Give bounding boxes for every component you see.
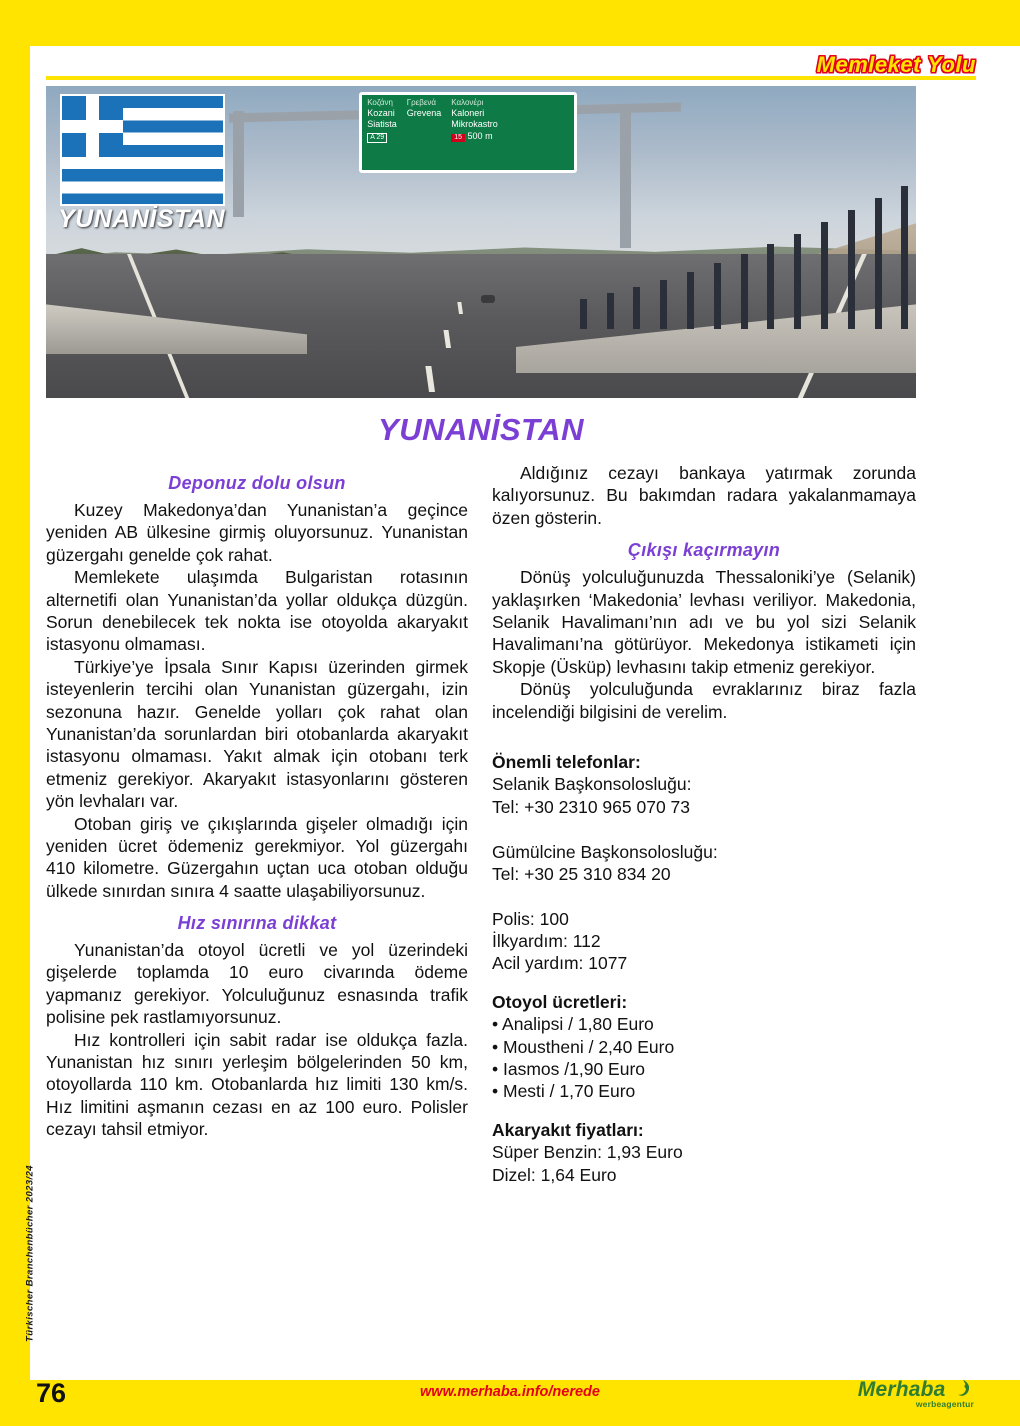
page-number: 76	[36, 1378, 67, 1408]
paragraph: Kuzey Makedonya’dan Yunanistan’a geçince yeniden AB ülkesine girmiş oluyorsunuz. Yunanistan güzergahı genelde çok rahat.	[46, 500, 468, 565]
photo-motorway-sign	[359, 92, 577, 173]
toll-line: • Analipsi / 1,80 Euro	[492, 1014, 654, 1035]
photo-noise-fence	[533, 180, 916, 330]
sign-latin-kaloneri: Kaloneri	[451, 108, 485, 119]
article-column-right	[492, 462, 916, 1186]
paragraph: Aldığınız cezayı bankaya yatırmak zorunda kalıyorsunuz. Bu bakımdan radara yakalanmamaya özen gösterin.	[492, 463, 916, 528]
article-column-left	[46, 462, 468, 1141]
phone-line: Selanik Başkonsolosluğu:	[492, 774, 692, 795]
paragraph: Dönüş yolculuğunda evraklarınız biraz fazla incelendiği bilgisini de verelim.	[492, 679, 916, 722]
sign-road-badge: A 29	[367, 133, 387, 144]
sign-greek-kaloneri: Καλονέρι	[451, 98, 484, 108]
flag-cross-horizontal	[62, 120, 123, 133]
toll-line: • Iasmos /1,90 Euro	[492, 1059, 646, 1080]
sign-greek-kozani: Κοζάνη	[367, 98, 393, 108]
sign-latin-grevena: Grevena	[406, 108, 442, 119]
sign-latin-siatista: Siatista	[367, 119, 397, 130]
paragraph: Hız kontrolleri için sabit radar ise oldukça fazla. Yunanistan hız sınırı yerleşim bölgelerinden 50 km, otoyollarda 110 km. Otobanlarda hız limiti 130 km/s. Hız limitini aşmanın cezası en az 100 euro. Polisler cezayı tahsil etmiyor.	[46, 1029, 468, 1140]
phone-line	[492, 885, 916, 907]
spacer	[492, 723, 916, 735]
phone-line	[492, 818, 916, 840]
phone-line: Acil yardım: 1077	[492, 953, 628, 974]
subheading: Deponuz dolu olsun	[168, 473, 346, 493]
phone-line: İlkyardım: 112	[492, 931, 601, 952]
paragraph: Türkiye’ye İpsala Sınır Kapısı üzerinden girmek isteyenlerin tercihi olan Yunanistan güzergahı, izin sezonuna hazır. Genelde yolları çok rahat olan Yunanistan’da sorunlardan biri otobanlarda akaryakıt istasyonu olmaması. Yakıt almak için otobanı terk etmeniz gerekiyor. Akaryakıt istasyonlarını gösteren yön levhaları var.	[46, 656, 468, 812]
toll-line: • Mesti / 1,70 Euro	[492, 1081, 636, 1102]
fuel-line: Dizel: 1,64 Euro	[492, 1164, 617, 1185]
logo-subtitle: werbeagentur	[915, 1399, 974, 1409]
subheading: Çıkışı kaçırmayın	[627, 540, 781, 561]
photo-gantry-leg	[620, 111, 631, 248]
sign-greek-grevena: Γρεβενά	[406, 98, 437, 108]
subheading: Hız sınırına dikkat	[177, 913, 337, 934]
publisher-logo	[858, 1378, 974, 1409]
fuel-line: Süper Benzin: 1,93 Euro	[492, 1142, 683, 1163]
sign-latin-kozani: Kozani	[367, 108, 395, 119]
phone-line: Gümülcine Başkonsolosluğu:	[492, 841, 718, 862]
photo-gantry-leg	[233, 111, 244, 217]
footer-website-url[interactable]: www.merhaba.info/nerede	[420, 1384, 600, 1400]
side-label-edition: Türkischer Branchenbücher 2023/24	[24, 1165, 36, 1342]
top-yellow-band	[0, 0, 1020, 46]
article-title: YUNANİSTAN	[378, 412, 584, 447]
phone-line: Tel: +30 25 310 834 20	[492, 863, 671, 884]
phone-line: Polis: 100	[492, 908, 569, 929]
sign-latin-mikrokastro: Mikrokastro	[451, 119, 498, 130]
phones-heading: Önemli telefonlar:	[492, 751, 641, 772]
paragraph: Yunanistan’da otoyol ücretli ve yol üzerindeki gişelerde toplamda 10 euro civarında ödeme yapmanız gerekiyor. Yolculuğunuz esnasında trafik polisine pek rastlamıyorsunuz.	[46, 940, 468, 1028]
page-header-title: Memleket Yolu	[816, 52, 976, 77]
logo-wordmark: Merhaba	[857, 1378, 946, 1401]
photo-car	[481, 295, 495, 303]
sign-exit-badge: 15	[451, 134, 465, 143]
fuel-heading: Akaryakıt fiyatları:	[492, 1119, 644, 1140]
swirl-icon	[952, 1378, 974, 1400]
greek-flag	[60, 94, 225, 206]
phone-line: Tel: +30 2310 965 070 73	[492, 796, 691, 817]
sign-distance: 500 m	[467, 130, 493, 141]
toll-line: • Moustheni / 2,40 Euro	[492, 1036, 675, 1057]
paragraph: Otoban giriş ve çıkışlarında gişeler olmadığı için yeniden ücret ödemeniz gerekmiyor. Yol güzergahı 410 kilometre. Güzergahın uçtan uca otoban olduğu ülkede sınırdan sınıra 4 saatte ulaşabiliyorsunuz.	[46, 813, 468, 901]
toll-heading: Otoyol ücretleri:	[492, 991, 628, 1012]
paragraph: Memlekete ulaşımda Bulgaristan rotasının alternetifi olan Yunanistan’da yollar oldukça düzgün. Sorun denebilecek tek nokta ise otoyolda akaryakıt istasyonu olmaması.	[46, 567, 468, 655]
paragraph: Dönüş yolculuğunuzda Thessaloniki’ye (Selanik) yaklaşırken ‘Makedonia’ levhası veriliyor. Makedonia, Selanik Havalimanı’nın adı ve bu yol sizi Selanik Havalimanı’na götürüyor. Mekedonya istikameti için Skopje (Üsküp) levhasını takip etmeniz gerekiyor.	[492, 567, 916, 677]
flag-caption: YUNANİSTAN	[58, 205, 226, 233]
